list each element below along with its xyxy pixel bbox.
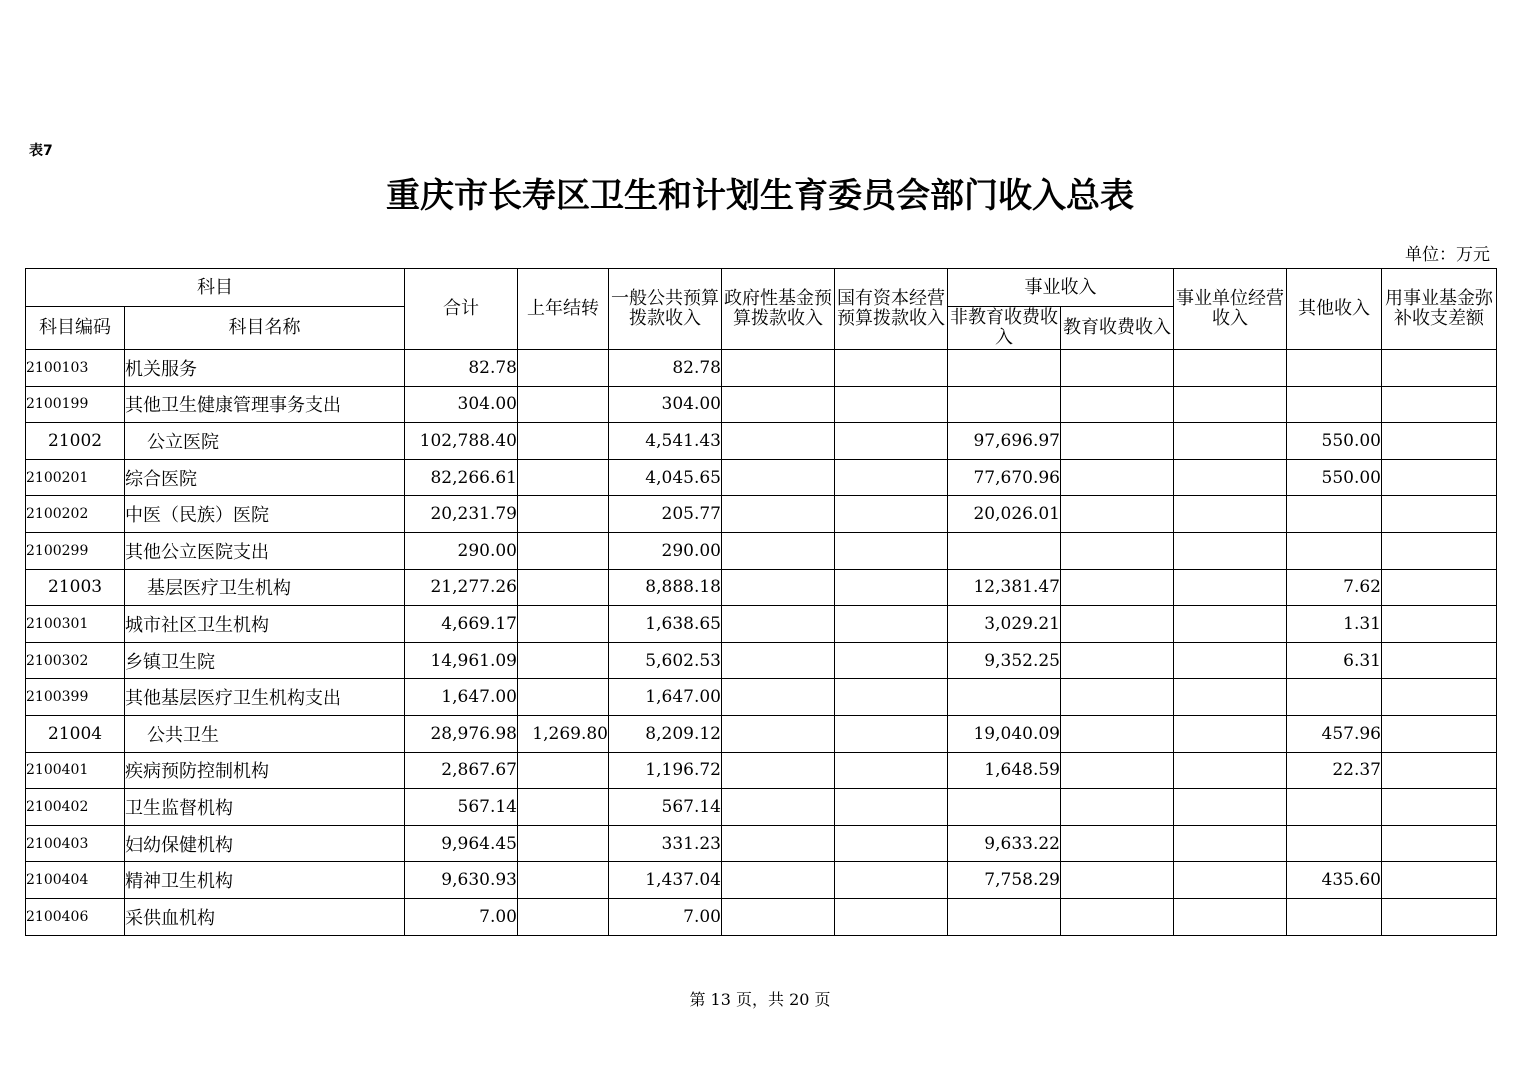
header-edu-fee xyxy=(1061,307,1174,350)
table-row xyxy=(26,642,1497,679)
page-title: 重庆市长寿区卫生和计划生育委员会部门收入总表 xyxy=(386,176,1134,216)
cell-total: 20,231.79 xyxy=(405,496,518,533)
cell-carryover xyxy=(518,862,609,899)
cell-operation xyxy=(1174,496,1287,533)
cell-non-edu xyxy=(948,532,1061,569)
cell-total: 102,788.40 xyxy=(405,423,518,460)
table-row xyxy=(26,606,1497,643)
cell-name: 中医（民族）医院 xyxy=(125,496,405,533)
cell-fund xyxy=(1382,569,1497,606)
cell-edu xyxy=(1061,679,1174,716)
header-state-capital xyxy=(835,269,948,350)
cell-other: 7.62 xyxy=(1287,569,1382,606)
cell-code: 2100202 xyxy=(26,496,125,533)
cell-carryover xyxy=(518,496,609,533)
cell-code: 2100402 xyxy=(26,789,125,826)
cell-other: 1.31 xyxy=(1287,606,1382,643)
table-row xyxy=(26,862,1497,899)
header-subject: 科目 xyxy=(26,269,405,307)
cell-general: 4,541.43 xyxy=(609,423,722,460)
cell-non-edu: 9,352.25 xyxy=(948,642,1061,679)
cell-code: 2100401 xyxy=(26,752,125,789)
table-number: 表7 xyxy=(29,143,53,159)
cell-edu xyxy=(1061,642,1174,679)
cell-carryover xyxy=(518,752,609,789)
cell-carryover xyxy=(518,679,609,716)
cell-non-edu: 3,029.21 xyxy=(948,606,1061,643)
cell-total: 9,630.93 xyxy=(405,862,518,899)
cell-general: 331.23 xyxy=(609,825,722,862)
header-other-income: 其他收入 xyxy=(1287,269,1382,350)
cell-code: 2100399 xyxy=(26,679,125,716)
cell-state-capital xyxy=(835,606,948,643)
cell-non-edu: 97,696.97 xyxy=(948,423,1061,460)
cell-non-edu: 9,633.22 xyxy=(948,825,1061,862)
cell-state-capital xyxy=(835,825,948,862)
cell-non-edu xyxy=(948,898,1061,935)
cell-gov-fund xyxy=(722,459,835,496)
cell-code: 2100406 xyxy=(26,898,125,935)
cell-gov-fund xyxy=(722,386,835,423)
cell-state-capital xyxy=(835,386,948,423)
cell-total: 4,669.17 xyxy=(405,606,518,643)
cell-code: 2100301 xyxy=(26,606,125,643)
cell-general: 82.78 xyxy=(609,350,722,387)
cell-name: 其他公立医院支出 xyxy=(125,532,405,569)
page-footer: 第 13 页，共 20 页 xyxy=(689,990,831,1009)
cell-general: 1,196.72 xyxy=(609,752,722,789)
cell-total: 1,647.00 xyxy=(405,679,518,716)
cell-fund xyxy=(1382,423,1497,460)
cell-general: 290.00 xyxy=(609,532,722,569)
cell-general: 8,209.12 xyxy=(609,715,722,752)
table-body xyxy=(26,350,1497,936)
cell-operation xyxy=(1174,642,1287,679)
cell-edu xyxy=(1061,825,1174,862)
cell-fund xyxy=(1382,642,1497,679)
cell-edu xyxy=(1061,606,1174,643)
cell-gov-fund xyxy=(722,862,835,899)
header-fund-supplement xyxy=(1382,269,1497,350)
cell-gov-fund xyxy=(722,679,835,716)
cell-gov-fund xyxy=(722,898,835,935)
cell-fund xyxy=(1382,862,1497,899)
cell-operation xyxy=(1174,423,1287,460)
cell-carryover xyxy=(518,532,609,569)
cell-operation xyxy=(1174,715,1287,752)
cell-edu xyxy=(1061,789,1174,826)
cell-operation xyxy=(1174,386,1287,423)
cell-name: 乡镇卫生院 xyxy=(125,642,405,679)
header-unit-operation xyxy=(1174,269,1287,350)
cell-carryover xyxy=(518,350,609,387)
cell-non-edu: 7,758.29 xyxy=(948,862,1061,899)
cell-state-capital xyxy=(835,679,948,716)
table-row xyxy=(26,679,1497,716)
cell-operation xyxy=(1174,789,1287,826)
cell-state-capital xyxy=(835,350,948,387)
cell-operation xyxy=(1174,532,1287,569)
cell-code: 2100302 xyxy=(26,642,125,679)
cell-total: 28,976.98 xyxy=(405,715,518,752)
cell-edu xyxy=(1061,715,1174,752)
cell-fund xyxy=(1382,752,1497,789)
cell-edu xyxy=(1061,386,1174,423)
cell-other: 550.00 xyxy=(1287,423,1382,460)
cell-name: 精神卫生机构 xyxy=(125,862,405,899)
cell-other: 457.96 xyxy=(1287,715,1382,752)
cell-other: 550.00 xyxy=(1287,459,1382,496)
header-fund-supplement-text: 用事业基金弥补收支差额 xyxy=(1385,288,1493,329)
table-row xyxy=(26,825,1497,862)
cell-carryover xyxy=(518,642,609,679)
cell-fund xyxy=(1382,350,1497,387)
header-code: 科目编码 xyxy=(26,307,125,350)
header-unit-operation-text: 事业单位经营收入 xyxy=(1176,288,1284,329)
cell-carryover xyxy=(518,789,609,826)
cell-other: 435.60 xyxy=(1287,862,1382,899)
cell-fund xyxy=(1382,606,1497,643)
cell-non-edu: 1,648.59 xyxy=(948,752,1061,789)
cell-code: 21004 xyxy=(26,715,125,752)
cell-gov-fund xyxy=(722,715,835,752)
cell-fund xyxy=(1382,789,1497,826)
cell-other xyxy=(1287,679,1382,716)
cell-carryover xyxy=(518,569,609,606)
cell-other xyxy=(1287,825,1382,862)
cell-general: 304.00 xyxy=(609,386,722,423)
cell-operation xyxy=(1174,679,1287,716)
table-row xyxy=(26,532,1497,569)
header-general-budget-text: 一般公共预算拨款收入 xyxy=(611,288,719,329)
cell-other xyxy=(1287,898,1382,935)
cell-operation xyxy=(1174,606,1287,643)
cell-operation xyxy=(1174,862,1287,899)
cell-other xyxy=(1287,532,1382,569)
cell-edu xyxy=(1061,350,1174,387)
cell-operation xyxy=(1174,459,1287,496)
cell-edu xyxy=(1061,752,1174,789)
cell-gov-fund xyxy=(722,350,835,387)
cell-non-edu: 19,040.09 xyxy=(948,715,1061,752)
cell-general: 1,437.04 xyxy=(609,862,722,899)
table-row xyxy=(26,789,1497,826)
cell-general: 1,647.00 xyxy=(609,679,722,716)
cell-name: 采供血机构 xyxy=(125,898,405,935)
cell-name: 城市社区卫生机构 xyxy=(125,606,405,643)
cell-edu xyxy=(1061,423,1174,460)
header-non-edu-fee-text: 非教育收费收入 xyxy=(950,307,1058,348)
cell-name: 公立医院 xyxy=(125,423,405,460)
cell-edu xyxy=(1061,862,1174,899)
cell-total: 21,277.26 xyxy=(405,569,518,606)
header-state-capital-text: 国有资本经营预算拨款收入 xyxy=(837,288,945,329)
cell-edu xyxy=(1061,496,1174,533)
header-name: 科目名称 xyxy=(125,307,405,350)
cell-code: 2100404 xyxy=(26,862,125,899)
cell-other: 6.31 xyxy=(1287,642,1382,679)
cell-general: 5,602.53 xyxy=(609,642,722,679)
cell-gov-fund xyxy=(722,752,835,789)
cell-code: 21002 xyxy=(26,423,125,460)
cell-operation xyxy=(1174,350,1287,387)
table-row xyxy=(26,423,1497,460)
cell-fund xyxy=(1382,496,1497,533)
cell-code: 2100403 xyxy=(26,825,125,862)
header-non-edu-fee xyxy=(948,307,1061,350)
cell-non-edu: 77,670.96 xyxy=(948,459,1061,496)
cell-gov-fund xyxy=(722,496,835,533)
cell-gov-fund xyxy=(722,569,835,606)
table-row xyxy=(26,715,1497,752)
cell-state-capital xyxy=(835,496,948,533)
cell-state-capital xyxy=(835,532,948,569)
cell-carryover xyxy=(518,386,609,423)
cell-other xyxy=(1287,386,1382,423)
cell-edu xyxy=(1061,898,1174,935)
cell-state-capital xyxy=(835,862,948,899)
cell-general: 7.00 xyxy=(609,898,722,935)
cell-gov-fund xyxy=(722,825,835,862)
income-table xyxy=(25,268,1497,936)
cell-code: 2100299 xyxy=(26,532,125,569)
cell-state-capital xyxy=(835,459,948,496)
table-row xyxy=(26,898,1497,935)
header-edu-fee-text: 教育收费收入 xyxy=(1063,317,1171,338)
cell-other xyxy=(1287,789,1382,826)
table-row xyxy=(26,496,1497,533)
cell-other xyxy=(1287,350,1382,387)
cell-non-edu xyxy=(948,789,1061,826)
cell-total: 290.00 xyxy=(405,532,518,569)
cell-total: 304.00 xyxy=(405,386,518,423)
cell-gov-fund xyxy=(722,423,835,460)
header-general-budget xyxy=(609,269,722,350)
cell-name: 其他卫生健康管理事务支出 xyxy=(125,386,405,423)
table-row xyxy=(26,386,1497,423)
cell-state-capital xyxy=(835,898,948,935)
cell-general: 4,045.65 xyxy=(609,459,722,496)
cell-total: 14,961.09 xyxy=(405,642,518,679)
cell-edu xyxy=(1061,532,1174,569)
cell-carryover: 1,269.80 xyxy=(518,715,609,752)
cell-carryover xyxy=(518,606,609,643)
table-row xyxy=(26,459,1497,496)
cell-name: 其他基层医疗卫生机构支出 xyxy=(125,679,405,716)
cell-code: 2100201 xyxy=(26,459,125,496)
cell-total: 9,964.45 xyxy=(405,825,518,862)
cell-total: 567.14 xyxy=(405,789,518,826)
cell-name: 公共卫生 xyxy=(125,715,405,752)
cell-state-capital xyxy=(835,789,948,826)
cell-general: 8,888.18 xyxy=(609,569,722,606)
table-row xyxy=(26,752,1497,789)
cell-code: 21003 xyxy=(26,569,125,606)
cell-fund xyxy=(1382,825,1497,862)
cell-operation xyxy=(1174,898,1287,935)
cell-operation xyxy=(1174,569,1287,606)
cell-non-edu: 12,381.47 xyxy=(948,569,1061,606)
cell-name: 卫生监督机构 xyxy=(125,789,405,826)
cell-name: 妇幼保健机构 xyxy=(125,825,405,862)
cell-name: 基层医疗卫生机构 xyxy=(125,569,405,606)
table-row xyxy=(26,569,1497,606)
cell-state-capital xyxy=(835,715,948,752)
cell-total: 7.00 xyxy=(405,898,518,935)
cell-general: 205.77 xyxy=(609,496,722,533)
cell-non-edu: 20,026.01 xyxy=(948,496,1061,533)
cell-gov-fund xyxy=(722,642,835,679)
cell-state-capital xyxy=(835,423,948,460)
cell-fund xyxy=(1382,532,1497,569)
cell-non-edu xyxy=(948,386,1061,423)
cell-code: 2100199 xyxy=(26,386,125,423)
cell-edu xyxy=(1061,569,1174,606)
cell-fund xyxy=(1382,898,1497,935)
cell-operation xyxy=(1174,752,1287,789)
cell-fund xyxy=(1382,459,1497,496)
header-total: 合计 xyxy=(405,269,518,350)
cell-carryover xyxy=(518,825,609,862)
header-gov-fund xyxy=(722,269,835,350)
cell-operation xyxy=(1174,825,1287,862)
cell-state-capital xyxy=(835,752,948,789)
cell-name: 机关服务 xyxy=(125,350,405,387)
unit-label: 单位：万元 xyxy=(1405,245,1490,265)
cell-non-edu xyxy=(948,350,1061,387)
cell-general: 567.14 xyxy=(609,789,722,826)
cell-gov-fund xyxy=(722,532,835,569)
cell-non-edu xyxy=(948,679,1061,716)
cell-code: 2100103 xyxy=(26,350,125,387)
cell-carryover xyxy=(518,423,609,460)
header-business-income: 事业收入 xyxy=(948,269,1174,307)
cell-total: 2,867.67 xyxy=(405,752,518,789)
cell-name: 综合医院 xyxy=(125,459,405,496)
cell-state-capital xyxy=(835,642,948,679)
cell-fund xyxy=(1382,386,1497,423)
header-carryover: 上年结转 xyxy=(518,269,609,350)
cell-other xyxy=(1287,496,1382,533)
cell-edu xyxy=(1061,459,1174,496)
cell-total: 82,266.61 xyxy=(405,459,518,496)
cell-state-capital xyxy=(835,569,948,606)
cell-total: 82.78 xyxy=(405,350,518,387)
cell-fund xyxy=(1382,715,1497,752)
cell-fund xyxy=(1382,679,1497,716)
cell-gov-fund xyxy=(722,606,835,643)
cell-other: 22.37 xyxy=(1287,752,1382,789)
cell-general: 1,638.65 xyxy=(609,606,722,643)
cell-name: 疾病预防控制机构 xyxy=(125,752,405,789)
table-row xyxy=(26,350,1497,387)
cell-carryover xyxy=(518,898,609,935)
cell-carryover xyxy=(518,459,609,496)
header-gov-fund-text: 政府性基金预算拨款收入 xyxy=(724,288,832,329)
cell-gov-fund xyxy=(722,789,835,826)
